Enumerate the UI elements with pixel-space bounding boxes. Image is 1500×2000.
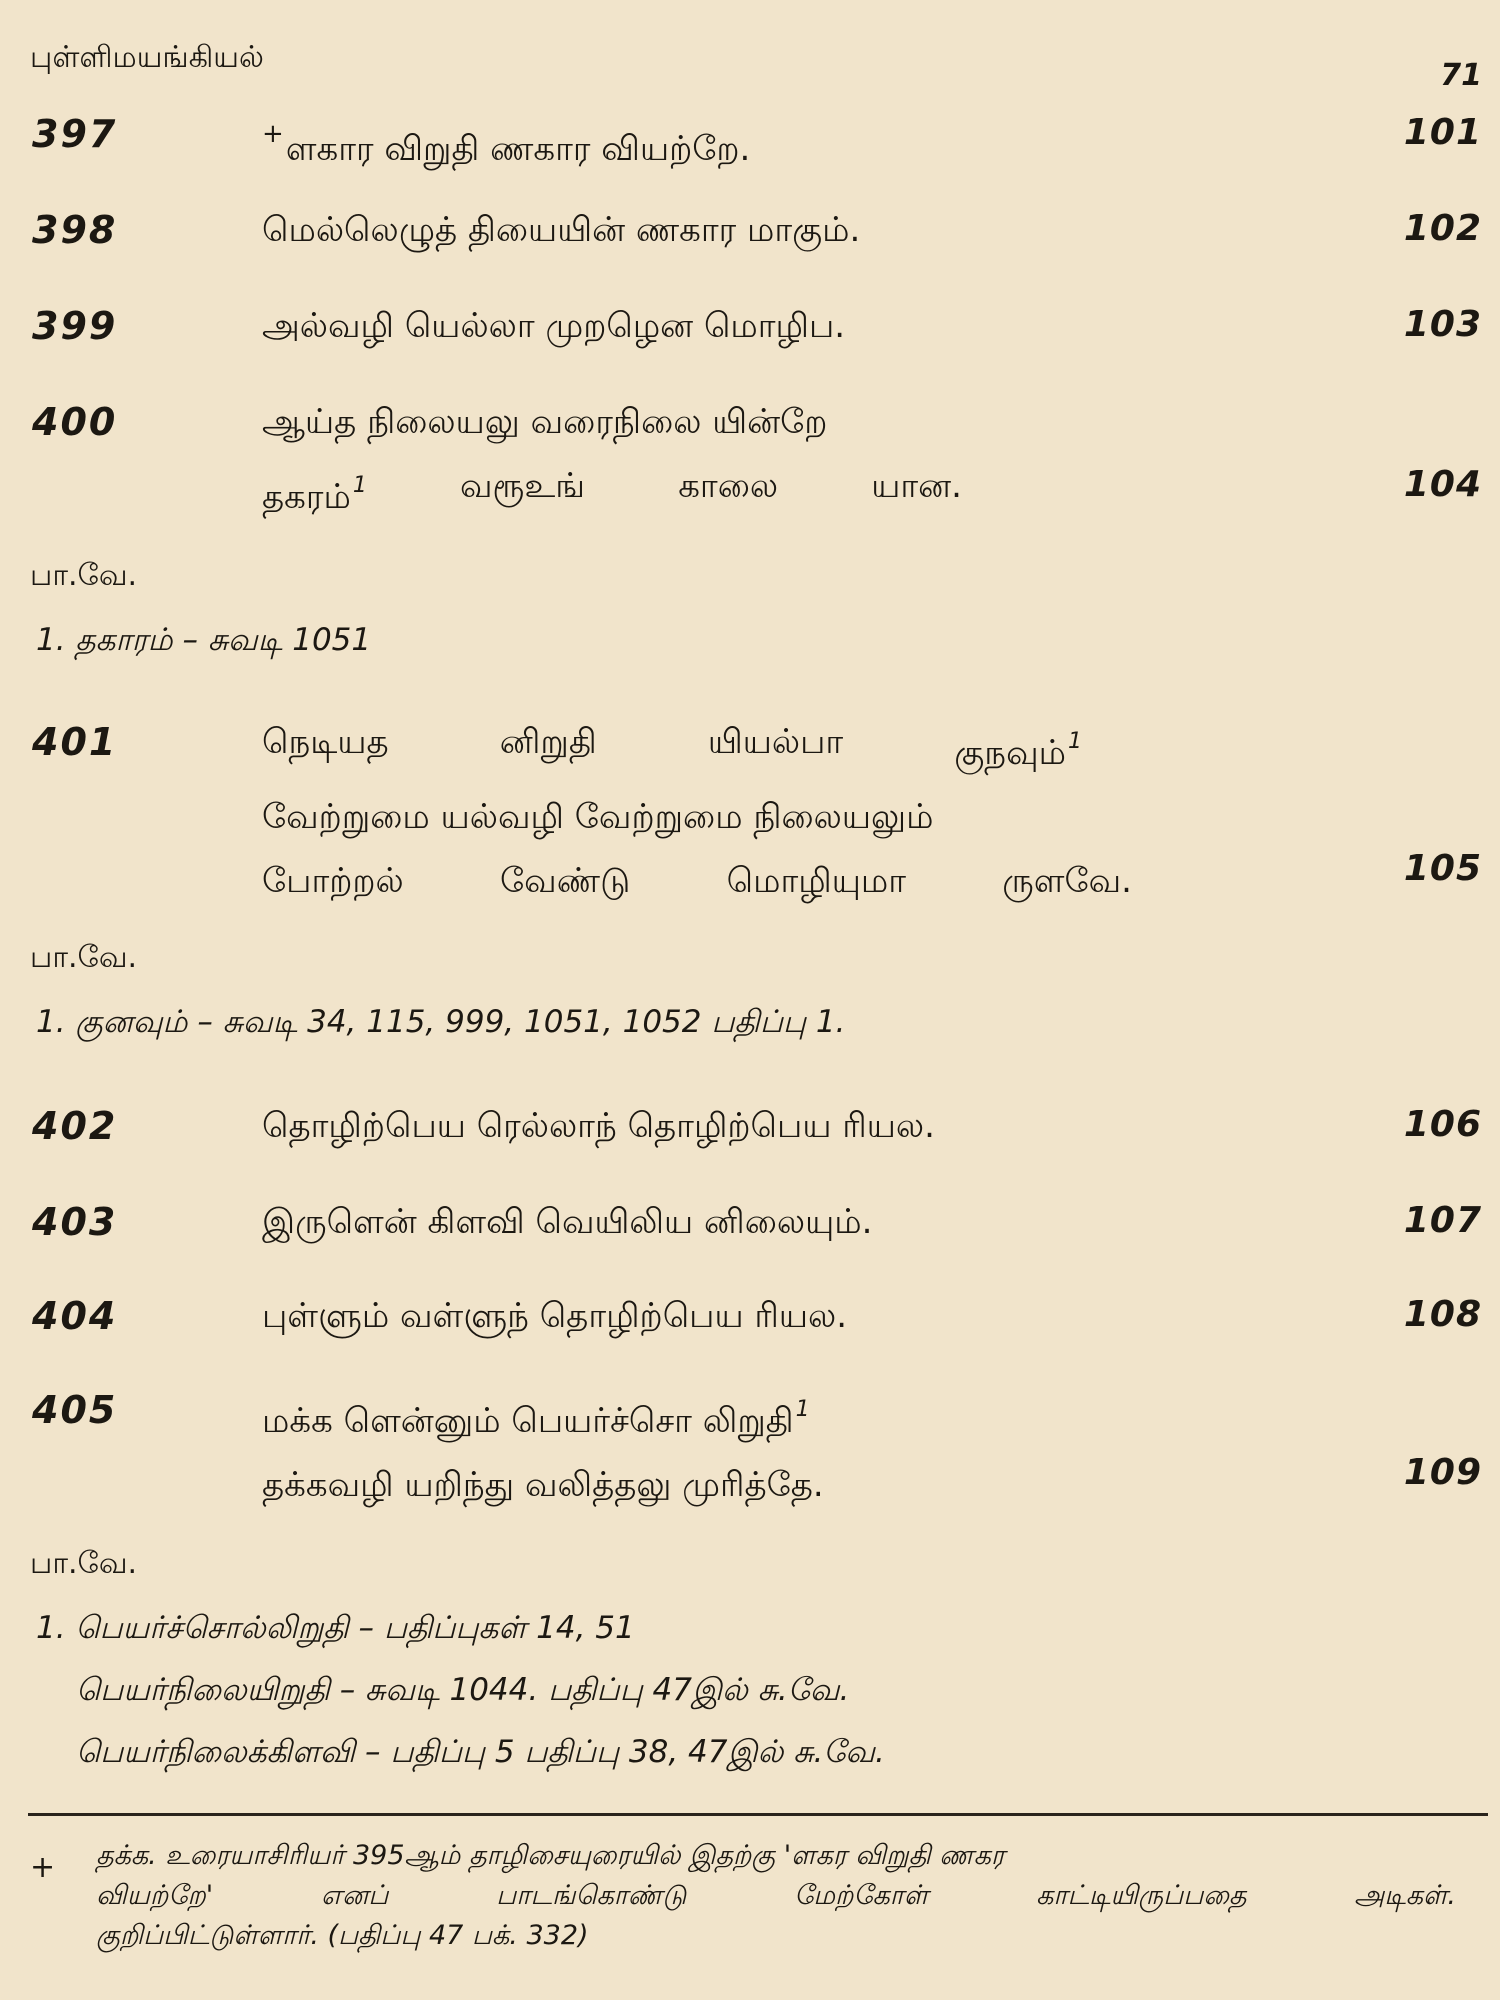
verse-text: ளகார விறுதி ணகார வியற்றே. [285, 129, 751, 169]
variant-line: பெயர்நிலையிறுதி – சுவடி 1044. பதிப்பு 47இல் சு.வே. [76, 1672, 850, 1708]
reference-number: 104 [1403, 464, 1482, 505]
sutra-number: 405 [32, 1388, 118, 1432]
verse-text: ஆய்த நிலையலு வரைநிலை யின்றே [262, 402, 828, 442]
footnote-word: எனப் [321, 1880, 389, 1911]
verse-word: ருளவே. [1002, 861, 1132, 901]
footnote-word: மேற்கோள் [794, 1880, 929, 1911]
verse-word: மொழியுமா [726, 861, 906, 901]
verse-word: நெடியத [262, 722, 389, 762]
verse-line [262, 710, 1082, 785]
plus-mark: + [262, 119, 284, 149]
variant-line: பெயர்நிலைக்கிளவி – பதிப்பு 5 பதிப்பு 38, 47இல் சு.வே. [76, 1734, 885, 1770]
reference-number: 108 [1403, 1294, 1482, 1335]
footnote-line: தக்க. உரையாசிரியர் 395ஆம் தாழிசையுரையில் இதற்கு 'ளகர விறுதி ணகர [96, 1840, 1005, 1871]
reference-number: 105 [1403, 848, 1482, 889]
verse-line [262, 294, 1192, 358]
verse-line [262, 198, 1192, 262]
footnote-word: வியற்றே' [96, 1880, 214, 1911]
sutra-number: 398 [32, 208, 118, 252]
verse-word: காலை [678, 466, 779, 506]
running-title: புள்ளிமயங்கியல் [30, 40, 264, 75]
footnote-word: பாடங்கொண்டு [496, 1880, 687, 1911]
variant-line: 1. தகாரம் – சுவடி 1051 [36, 622, 372, 658]
verse-line [262, 1284, 1192, 1348]
verse-word: போற்றல் [262, 861, 404, 901]
variant-line: 1. பெயர்ச்சொல்லிறுதி – பதிப்புகள் 14, 51 [36, 1610, 635, 1646]
verse-word: தகரம் [262, 477, 351, 517]
page-number: 71 [1440, 58, 1482, 93]
footnote-mark: + [30, 1850, 56, 1885]
variant-heading: பா.வே. [30, 1546, 138, 1581]
footnote-line: குறிப்பிட்டுள்ளார். (பதிப்பு 47 பக். 332) [96, 1920, 589, 1951]
verse-line [262, 1190, 1192, 1254]
variant-heading: பா.வே. [30, 558, 138, 593]
verse-text: அல்வழி யெல்லா முறழென மொழிப. [262, 306, 846, 346]
reference-number: 109 [1403, 1452, 1482, 1493]
verse-text: இருளென் கிளவி வெயிலிய னிலையும். [262, 1202, 873, 1242]
sutra-number: 400 [32, 400, 118, 444]
footnote-word: அடிகள். [1354, 1880, 1456, 1911]
variant-marker: 1 [1068, 729, 1082, 754]
verse-word: வரூஉங் [459, 466, 586, 506]
verse-word: னிறுதி [499, 722, 597, 762]
reference-number: 106 [1403, 1104, 1482, 1145]
reference-number: 103 [1403, 304, 1482, 345]
footnote-line [96, 1880, 1456, 1915]
verse-text: புள்ளும் வள்ளுந் தொழிற்பெய ரியல. [262, 1296, 848, 1336]
verse-line [262, 390, 1192, 454]
sutra-number: 401 [32, 720, 118, 764]
verse-line [262, 849, 1132, 913]
verse-line [262, 785, 1192, 849]
verse-text: மெல்லெழுத் தியையின் ணகார மாகும். [262, 210, 861, 250]
variant-marker: 1 [795, 1397, 810, 1422]
variant-marker: 1 [352, 473, 367, 498]
reference-number: 102 [1403, 208, 1482, 249]
sutra-number: 397 [32, 112, 118, 156]
footnote-divider [28, 1813, 1488, 1816]
verse-line [262, 1378, 1192, 1453]
verse-text: வேற்றுமை யல்வழி வேற்றுமை நிலையலும் [262, 797, 934, 837]
verse-text: தொழிற்பெய ரெல்லாந் தொழிற்பெய ரியல. [262, 1106, 935, 1146]
verse-word: யியல்பா [707, 722, 844, 762]
verse-line [262, 102, 1192, 181]
sutra-number: 402 [32, 1104, 118, 1148]
verse-word: குநவும் [954, 733, 1066, 773]
sutra-number: 403 [32, 1200, 118, 1244]
verse-word: யான. [871, 466, 962, 506]
verse-text: தக்கவழி யறிந்து வலித்தலு முரித்தே. [262, 1465, 824, 1505]
verse-text: மக்க ளென்னும் பெயர்ச்சொ லிறுதி [262, 1401, 794, 1441]
verse-word: வேண்டு [500, 861, 631, 901]
sutra-number: 404 [32, 1294, 118, 1338]
verse-line [262, 1453, 1192, 1517]
reference-number: 101 [1403, 112, 1482, 153]
verse-line [262, 454, 962, 529]
verse-line [262, 1094, 1192, 1158]
sutra-number: 399 [32, 304, 118, 348]
reference-number: 107 [1403, 1200, 1482, 1241]
variant-line: 1. குனவும் – சுவடி 34, 115, 999, 1051, 1052 பதிப்பு 1. [36, 1004, 846, 1040]
footnote-word: காட்டியிருப்பதை [1036, 1880, 1247, 1911]
variant-heading: பா.வே. [30, 940, 138, 975]
